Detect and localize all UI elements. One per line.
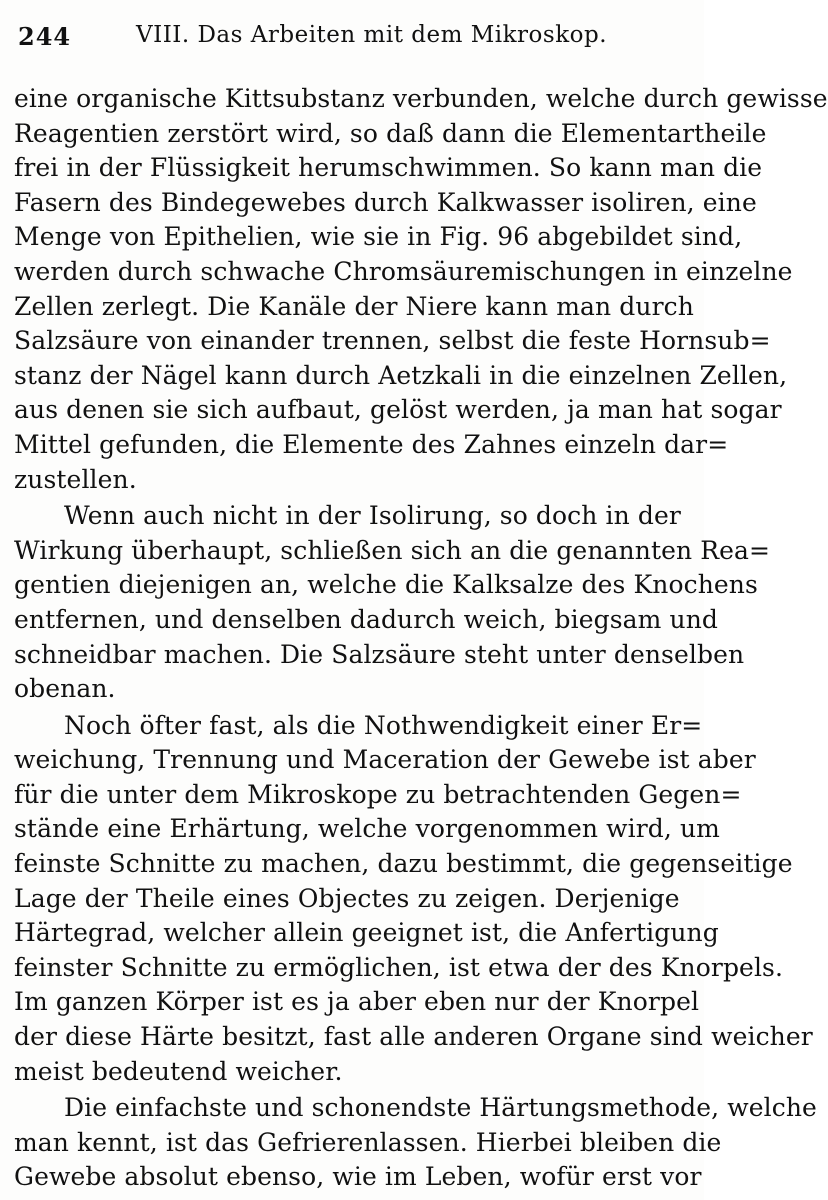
text-line: eine organische Kittsubstanz verbunden, welche durch gewisse (14, 84, 828, 113)
paragraph-2 (14, 499, 771, 707)
text-line: meist bedeutend weicher. (14, 1056, 343, 1086)
running-head: VIII. Das Arbeiten mit dem Mikroskop. (136, 22, 608, 48)
text-line: der diese Härte besitzt, fast alle anderen Organe sind weicher (14, 1022, 813, 1052)
text-line: stanz der Nägel kann durch Aetzkali in die einzelnen Zellen, (14, 360, 788, 390)
paragraph-3 (14, 709, 813, 1090)
page-number: 244 (18, 22, 72, 51)
text-line: feinster Schnitte zu ermöglichen, ist etwa der des Knorpels. (14, 952, 784, 982)
text-line: schneidbar machen. Die Salzsäure steht unter denselben (14, 639, 745, 669)
text-line: Gewebe absolut ebenso, wie im Leben, wofür erst vor (14, 1162, 702, 1192)
text-line: gentien diejenigen an, welche die Kalksalze des Knochens (14, 570, 758, 600)
text-line: Menge von Epithelien, wie sie in Fig. 96 abgebildet sind, (14, 222, 743, 252)
text-line: Wirkung überhaupt, schließen sich an die genannten Rea= (14, 535, 771, 565)
text-line: zustellen. (14, 464, 137, 494)
text-line: frei in der Flüssigkeit herumschwimmen. So kann man die (14, 153, 763, 183)
text-line: für die unter dem Mikroskope zu betrachtenden Gegen= (14, 779, 742, 809)
text-line: obenan. (14, 674, 116, 704)
paragraph-4 (14, 1091, 817, 1195)
text-line: man kennt, ist das Gefrierenlassen. Hierbei bleiben die (14, 1127, 722, 1157)
text-line: Fasern des Bindegewebes durch Kalkwasser isoliren, eine (14, 187, 757, 217)
page-header (14, 12, 684, 52)
text-line: Zellen zerlegt. Die Kanäle der Niere kann man durch (14, 291, 694, 321)
text-line: Salzsäure von einander trennen, selbst die feste Hornsub= (14, 326, 771, 356)
text-line: Die einfachste und schonendste Härtungsmethode, welche (64, 1093, 817, 1123)
text-line: weichung, Trennung und Maceration der Gewebe ist aber (14, 745, 756, 775)
text-line: feinste Schnitte zu machen, dazu bestimmt, die gegenseitige (14, 849, 793, 879)
text-line: Härtegrad, welcher allein geeignet ist, die Anfertigung (14, 918, 719, 948)
text-line: stände eine Erhärtung, welche vorgenommen wird, um (14, 814, 720, 844)
text-line: werden durch schwache Chromsäuremischungen in einzelne (14, 256, 793, 286)
text-line: Mittel gefunden, die Elemente des Zahnes einzeln dar= (14, 429, 729, 459)
text-line: Wenn auch nicht in der Isolirung, so doch in der (64, 501, 681, 531)
text-line: Reagentien zerstört wird, so daß dann die Elementartheile (14, 118, 767, 148)
text-line: Im ganzen Körper ist es ja aber eben nur der Knorpel (14, 987, 700, 1017)
text-line: entfernen, und denselben dadurch weich, biegsam und (14, 604, 719, 634)
body-text (14, 82, 828, 1195)
text-line: aus denen sie sich aufbaut, gelöst werden, ja man hat sogar (14, 395, 782, 425)
paragraph-1 (14, 82, 828, 497)
text-line: Noch öfter fast, als die Nothwendigkeit einer Er= (64, 710, 703, 740)
text-line: Lage der Theile eines Objectes zu zeigen. Derjenige (14, 883, 680, 913)
